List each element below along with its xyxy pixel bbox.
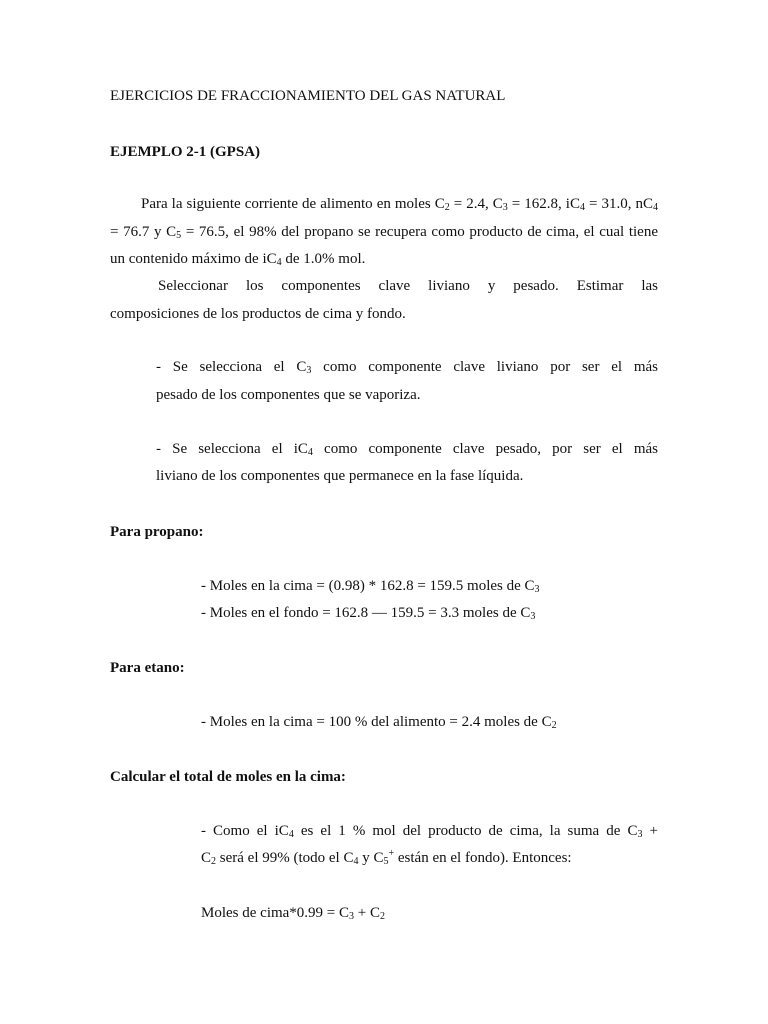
propano-line-2: - Moles en el fondo = 162.8 — 159.5 = 3.3 moles de C3 — [201, 605, 536, 622]
bullet-1-line-1: - Se selecciona el C3 como componente clave liviano por ser el más — [156, 359, 658, 376]
bullet-1-line-2: pesado de los componentes que se vaporiza. — [156, 387, 421, 403]
total-line-2: C2 será el 99% (todo el C4 y C5+ están en el fondo). Entonces: — [201, 848, 572, 867]
intro-paragraph: Para la siguiente corriente de alimento en moles C2 = 2.4, C3 = 162.8, iC4 = 31.0, nC4 = 76.7 y C5 = 76.5, el 98% del propano se recupera como producto de cima, el cual tiene un contenido máximo de iC4 de 1.0% mol. — [110, 196, 658, 268]
select-line-1: Seleccionar los componentes clave liviano y pesado. Estimar las — [158, 278, 658, 294]
etano-line-1: - Moles en la cima = 100 % del alimento = 2.4 moles de C2 — [201, 714, 557, 731]
total-equation: Moles de cima*0.99 = C3 + C2 — [201, 905, 385, 922]
etano-heading: Para etano: — [110, 660, 185, 676]
total-heading: Calcular el total de moles en la cima: — [110, 769, 346, 785]
bullet-2-line-2: liviano de los componentes que permanece en la fase líquida. — [156, 468, 524, 484]
propano-line-1: - Moles en la cima = (0.98) * 162.8 = 159.5 moles de C3 — [201, 578, 540, 595]
propano-heading: Para propano: — [110, 524, 204, 540]
bullet-2-line-1: - Se selecciona el iC4 como componente clave pesado, por ser el más — [156, 441, 658, 458]
total-line-1: - Como el iC4 es el 1 % mol del producto de cima, la suma de C3 + — [201, 823, 658, 840]
document-title: EJERCICIOS DE FRACCIONAMIENTO DEL GAS NATURAL — [110, 88, 506, 104]
example-heading: EJEMPLO 2-1 (GPSA) — [110, 144, 260, 160]
select-line-2: composiciones de los productos de cima y fondo. — [110, 306, 406, 322]
